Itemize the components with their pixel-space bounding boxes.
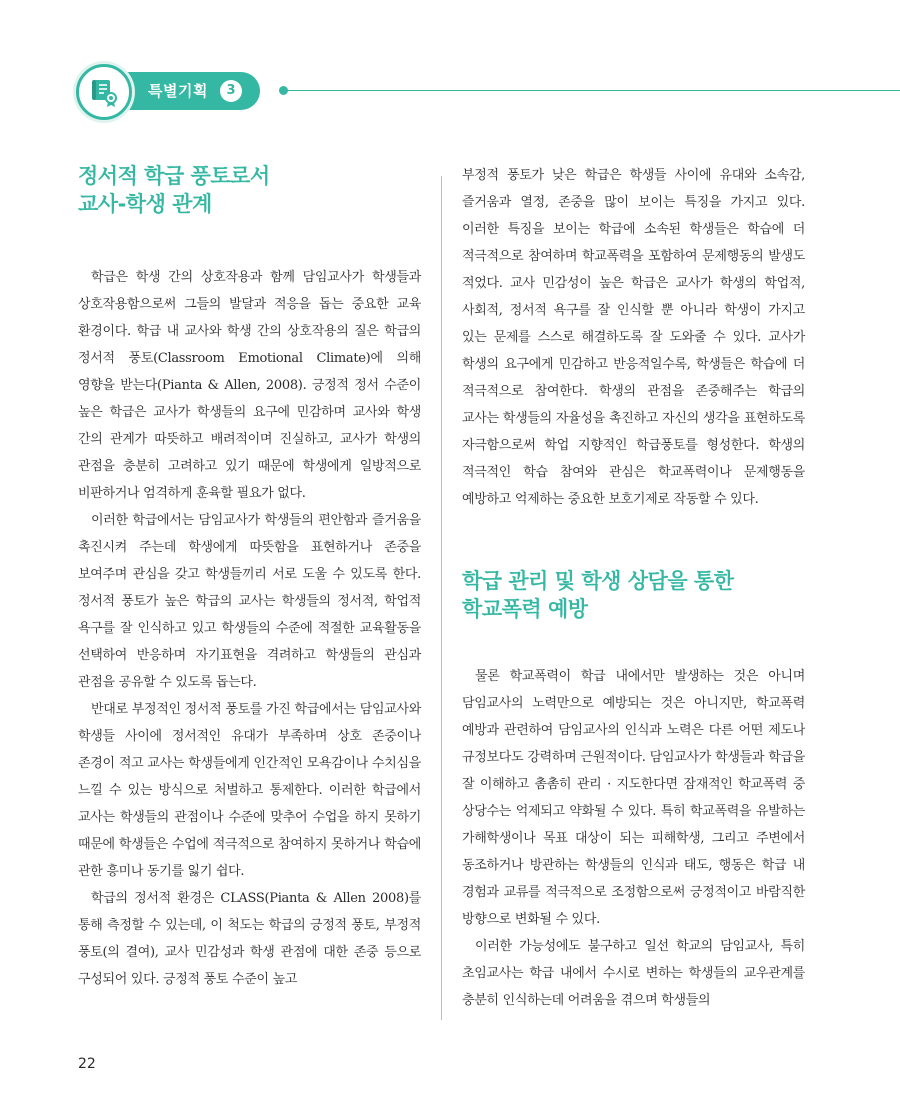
section-heading-emotional-climate [78,162,421,218]
right-column [462,162,805,1014]
header-rule-dot [279,86,288,95]
header-rule [288,90,900,91]
section-label: 특별기획 [148,82,208,100]
left-column [78,162,421,993]
heading-line: 교사-학생 관계 [78,192,212,216]
heading-line: 학급 관리 및 학생 상담을 통한 [462,569,734,593]
heading-line: 학교폭력 예방 [462,597,588,621]
body-paragraph: 이러한 학급에서는 담임교사가 학생들의 편안함과 즐거움을 촉진시켜 주는데 학생에게 따뜻함을 표현하거나 존중을 보여주며 관심을 갖고 학생들끼리 서로 도울 수 있도록 한다. 정서적 풍토가 높은 학급의 교사는 학생들의 정서적, 학업적 욕구를 잘 인식하고 있고 학생들의 수준에 적절한 교육활동을 선택하여 반응하며 자기표현을 격려하고 학생들의 관심과 관점을 공유할 수 있도록 돕는다. [78,513,421,690]
body-paragraph: 물론 학교폭력이 학급 내에서만 발생하는 것은 아니며 담임교사의 노력만으로 예방되는 것은 아니지만, 학교폭력 예방과 관련하여 담임교사의 인식과 노력은 다른 어떤 제도나 규정보다도 강력하며 근원적이다. 담임교사가 학생들과 학급을 잘 이해하고 촘촘히 관리 · 지도한다면 잠재적인 학교폭력 중 상당수는 억제되고 약화될 수 있다. 특히 학교폭력을 유발하는 가해학생이나 목표 대상이 되는 피해학생, 그리고 주변에서 동조하거나 방관하는 학생들의 인식과 태도, 행동은 학급 내 경험과 교류를 적극적으로 조정함으로써 긍정적이고 바람직한 방향으로 변화될 수 있다. [462,669,805,927]
section-number-badge: 3 [220,80,242,102]
body-paragraph: 학급의 정서적 환경은 CLASS(Pianta & Allen 2008)를 통해 측정할 수 있는데, 이 척도는 학급의 긍정적 풍토, 부정적 풍토(의 결여), 교사 민감성과 학생 관점에 대한 존중 등으로 구성되어 있다. 긍정적 풍토 수준이 높고 [78,891,421,987]
body-paragraph: 이러한 가능성에도 불구하고 일선 학교의 담임교사, 특히 초임교사는 학급 내에서 수시로 변하는 학생들의 교우관계를 충분히 인식하는데 어려움을 겪으며 학생들의 [462,939,805,1008]
heading-line: 정서적 학급 풍토로서 [78,164,270,188]
page-number: 22 [78,1056,96,1072]
body-paragraph: 학급은 학생 간의 상호작용과 함께 담임교사가 학생들과 상호작용함으로써 그들의 발달과 적응을 돕는 중요한 교육 환경이다. 학급 내 교사와 학생 간의 상호작용의 질은 학급의 정서적 풍토(Classroom Emotional Climate)에 의해 영향을 받는다(Pianta & Allen, 2008). 긍정적 정서 수준이 높은 학급은 교사가 학생들의 요구에 민감하며 교사와 학생 간의 관계가 따뜻하고 배려적이며 진실하고, 교사가 학생의 관점을 충분히 고려하고 있기 때문에 학생에게 일방적으로 비판하거나 엄격하게 훈육할 필요가 없다. [78,270,421,501]
certificate-scroll-glyph [88,76,120,108]
certificate-scroll-icon [76,64,132,120]
body-paragraph: 반대로 부정적인 정서적 풍토를 가진 학급에서는 담임교사와 학생들 사이에 정서적인 유대가 부족하며 상호 존중이나 존경이 적고 교사는 학생들에게 인간적인 모욕감이나 수치심을 느낄 수 있는 방식으로 처벌하고 통제한다. 이러한 학급에서 교사는 학생들의 관점이나 수준에 맞추어 수업을 하지 못하기 때문에 학생들은 수업에 적극적으로 참여하지 못하거나 학습에 관한 흥미나 동기를 잃기 쉽다. [78,702,421,879]
body-paragraph: 부정적 풍토가 낮은 학급은 학생들 사이에 유대와 소속감, 즐거움과 열정, 존중을 많이 보이는 특징을 가지고 있다. 이러한 특징을 보이는 학급에 소속된 학생들은 학습에 더 적극적으로 참여하며 학교폭력을 포함하여 문제행동의 발생도 적었다. 교사 민감성이 높은 학급은 교사가 학생의 학업적, 사회적, 정서적 욕구를 잘 인식할 뿐 아니라 학생이 가지고 있는 문제를 스스로 해결하도록 잘 도와줄 수 있다. 교사가 학생의 요구에게 민감하고 반응적일수록, 학생들은 학습에 더 적극적으로 참여한다. 학생의 관점을 존중해주는 학급의 교사는 학생들의 자율성을 촉진하고 자신의 생각을 표현하도록 자극함으로써 학업 지향적인 학급풍토를 형성한다. 학생의 적극적인 학습 참여와 관심은 학교폭력이나 문제행동을 예방하고 억제하는 중요한 보호기제로 작동할 수 있다. [462,168,805,507]
column-divider [441,176,442,1020]
section-heading-violence-prevention [462,567,805,623]
